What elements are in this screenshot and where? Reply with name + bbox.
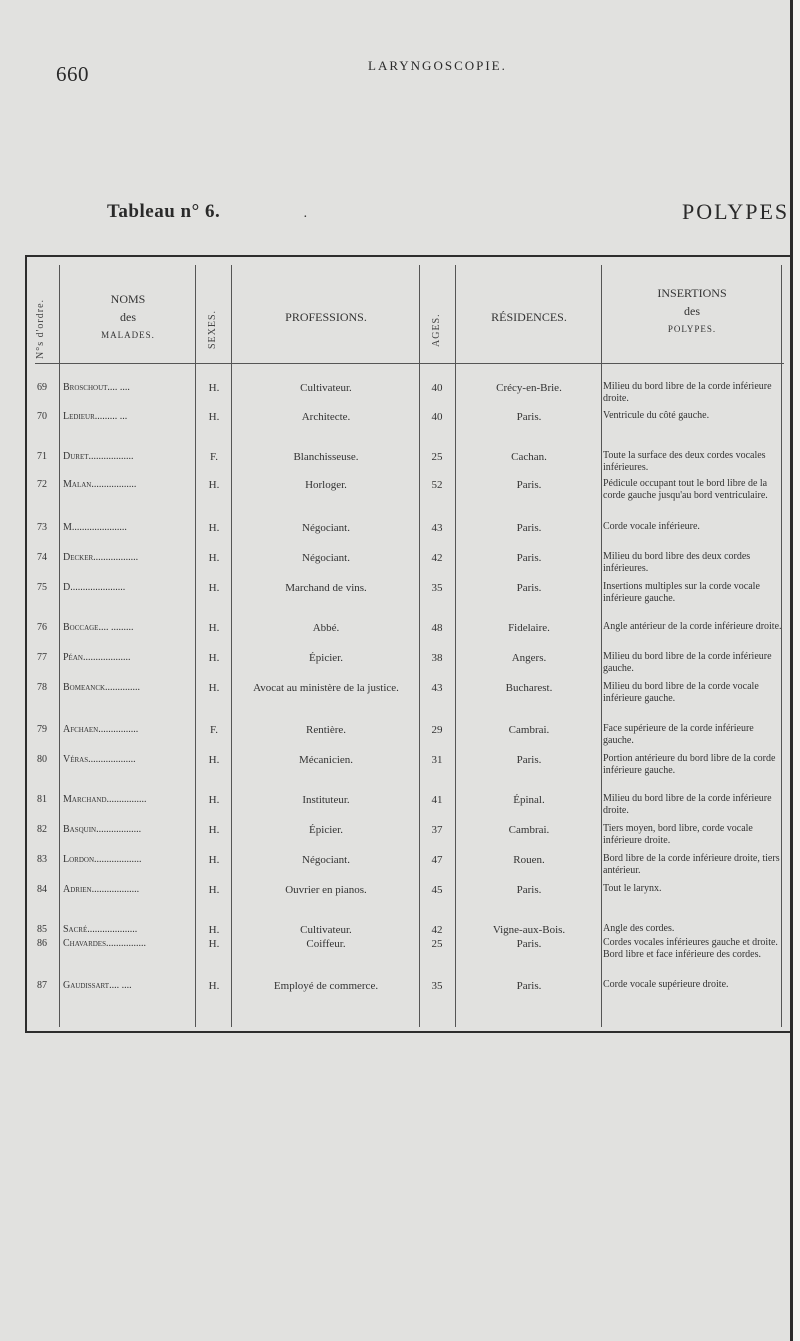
row-number: 77 [37, 652, 47, 663]
residence: Rouen. [513, 854, 545, 866]
sex: F. [210, 724, 218, 736]
column-divider [231, 265, 232, 1027]
profession: Coiffeur. [306, 938, 346, 950]
age: 45 [431, 884, 443, 896]
row-number: 74 [37, 552, 47, 563]
sex: H. [208, 794, 220, 806]
age: 35 [431, 980, 443, 992]
sex: H. [208, 980, 220, 992]
header-professions-text: PROFESSIONS. [285, 310, 367, 324]
profession: Blanchisseuse. [293, 451, 359, 463]
polyp-insertion: Pédicule occupant tout le bord libre de la corde gauche jusqu'au bord ventriculaire. [603, 478, 768, 501]
header-ages: AGES. [431, 313, 442, 347]
section-title: POLYPES [682, 199, 790, 224]
polyp-insertion: Portion antérieure du bord libre de la corde inférieure gauche. [603, 753, 776, 776]
polyp-insertion: Angle antérieur de la corde inférieure droite. [603, 621, 782, 632]
patient-name: Sacré.................... [63, 924, 138, 935]
age: 40 [431, 382, 443, 394]
residence: Paris. [516, 884, 542, 896]
profession: Négociant. [302, 552, 350, 564]
header-noms-line1: NOMS [110, 292, 146, 306]
sex: H. [208, 552, 220, 564]
patient-name: Lordon................... [63, 854, 142, 865]
residence: Paris. [516, 479, 542, 491]
residence: Paris. [516, 552, 542, 564]
header-insertions-line2: des [684, 304, 700, 318]
row-number: 70 [37, 411, 47, 422]
patient-name: Ledieur......... ... [63, 411, 128, 422]
row-number: 87 [37, 980, 47, 991]
residence: Épinal. [513, 794, 545, 806]
residence: Cambrai. [508, 724, 550, 736]
profession: Cultivateur. [300, 924, 352, 936]
row-number: 81 [37, 794, 47, 805]
profession: Avocat au ministère de la justice. [253, 682, 399, 694]
patient-name: D...................... [63, 582, 126, 593]
row-number: 73 [37, 522, 47, 533]
polyp-insertion: Tiers moyen, bord libre, corde vocale inférieure droite. [603, 823, 753, 846]
profession: Cultivateur. [300, 382, 352, 394]
profession: Épicier. [309, 824, 343, 836]
patient-name: Basquin.................. [63, 824, 142, 835]
polyp-insertion: Corde vocale supérieure droite. [603, 979, 729, 990]
row-number: 85 [37, 924, 47, 935]
profession: Rentière. [305, 724, 346, 736]
residence: Paris. [516, 411, 542, 423]
age: 43 [431, 682, 443, 694]
header-insertions-line1: INSERTIONS [657, 286, 727, 300]
residence: Paris. [516, 522, 542, 534]
profession: Négociant. [302, 522, 350, 534]
patient-name: Malan.................. [63, 479, 137, 490]
patient-name: M...................... [63, 522, 127, 533]
row-number: 69 [37, 382, 47, 393]
header-sexes: SEXES. [207, 309, 218, 349]
profession: Ouvrier en pianos. [285, 884, 367, 896]
profession: Négociant. [302, 854, 350, 866]
column-divider [419, 265, 420, 1027]
profession: Mécanicien. [298, 754, 354, 766]
header-noms-line2: des [120, 310, 136, 324]
polyp-insertion: Milieu du bord libre de la corde inférieure gauche. [603, 651, 772, 674]
page-gutter [790, 0, 800, 1341]
residence: Paris. [516, 582, 542, 594]
header-rule [35, 363, 784, 364]
profession: Épicier. [309, 652, 343, 664]
age: 47 [431, 854, 443, 866]
row-number: 79 [37, 724, 47, 735]
patient-name: Afchaen................ [63, 724, 139, 735]
profession: Marchand de vins. [285, 582, 367, 594]
header-order-number: N°s d'ordre. [35, 298, 46, 359]
age: 38 [431, 652, 443, 664]
age: 29 [431, 724, 443, 736]
column-divider [781, 265, 782, 1027]
polyp-insertion: Toute la surface des deux cordes vocales inférieures. [603, 450, 766, 473]
residence: Cambrai. [508, 824, 550, 836]
patient-name: Péan................... [63, 652, 131, 663]
residence: Paris. [516, 980, 542, 992]
stray-dot: · [303, 210, 308, 225]
residence: Paris. [516, 938, 542, 950]
polyp-insertion: Milieu du bord libre des deux cordes inférieures. [603, 551, 751, 574]
patient-name: Bomeanck.............. [63, 682, 141, 693]
header-residences-text: RÉSIDENCES. [491, 310, 567, 324]
sex: H. [208, 824, 220, 836]
sex: H. [208, 479, 220, 491]
polyp-insertion: Cordes vocales inférieures gauche et droite. Bord libre et face inférieure des cordes. [603, 937, 778, 960]
age: 42 [431, 552, 443, 564]
sex: H. [208, 924, 220, 936]
header-noms [61, 267, 195, 367]
header-noms-line3: MALADES. [101, 330, 155, 340]
row-number: 82 [37, 824, 47, 835]
age: 31 [431, 754, 443, 766]
column-divider [195, 265, 196, 1027]
residence: Crécy-en-Brie. [496, 382, 562, 394]
sex: H. [208, 854, 220, 866]
sex: H. [208, 652, 220, 664]
header-insertions-line3: POLYPES. [667, 324, 717, 334]
header-professions [233, 267, 419, 367]
row-number: 86 [37, 938, 47, 949]
column-divider [59, 265, 60, 1027]
polyp-insertion: Angle des cordes. [603, 923, 675, 934]
patient-name: Gaudissart.... .... [63, 980, 132, 991]
polyp-insertion: Bord libre de la corde inférieure droite, tiers antérieur. [603, 853, 780, 876]
polyp-insertion: Ventricule du côté gauche. [603, 410, 710, 421]
polyp-insertion: Tout le larynx. [603, 883, 662, 894]
header-insertions [603, 261, 781, 361]
age: 48 [431, 622, 443, 634]
residence: Fidelaire. [508, 622, 550, 634]
patient-name: Duret.................. [63, 451, 134, 462]
polyp-insertion: Milieu du bord libre de la corde inférieure droite. [603, 793, 772, 816]
table-label: Tableau n° 6. [107, 201, 221, 222]
row-number: 78 [37, 682, 47, 693]
sex: F. [210, 451, 218, 463]
row-number: 72 [37, 479, 47, 490]
sex: H. [208, 682, 220, 694]
polyp-insertion: Corde vocale inférieure. [603, 521, 700, 532]
patient-name: Marchand................ [63, 794, 147, 805]
page-number: 660 [56, 62, 89, 86]
age: 35 [431, 582, 443, 594]
profession: Instituteur. [302, 794, 350, 806]
patient-name: Chavardes................ [63, 938, 146, 949]
sex: H. [208, 938, 220, 950]
profession: Employé de commerce. [273, 980, 379, 992]
age: 42 [431, 924, 443, 936]
sex: H. [208, 622, 220, 634]
age: 41 [431, 794, 443, 806]
row-number: 76 [37, 622, 47, 633]
age: 25 [431, 938, 443, 950]
profession: Architecte. [301, 411, 351, 423]
sex: H. [208, 411, 220, 423]
age: 25 [431, 451, 443, 463]
sex: H. [208, 754, 220, 766]
row-number: 83 [37, 854, 47, 865]
polyp-insertion: Milieu du bord libre de la corde inférieure droite. [603, 381, 772, 404]
row-number: 80 [37, 754, 47, 765]
patient-name: Broschout.... .... [63, 382, 130, 393]
patient-name: Véras................... [63, 754, 136, 765]
column-divider [455, 265, 456, 1027]
polyp-insertion: Insertions multiples sur la corde vocale inférieure gauche. [603, 581, 760, 604]
age: 37 [431, 824, 443, 836]
polyp-insertion: Face supérieure de la corde inférieure gauche. [603, 723, 754, 746]
sex: H. [208, 884, 220, 896]
sex: H. [208, 382, 220, 394]
profession: Abbé. [312, 622, 340, 634]
patient-name: Decker.................. [63, 552, 139, 563]
column-divider [601, 265, 602, 1027]
row-number: 84 [37, 884, 47, 895]
patient-name: Adrien................... [63, 884, 140, 895]
residence: Angers. [511, 652, 547, 664]
polyp-insertion: Milieu du bord libre de la corde vocale inférieure gauche. [603, 681, 759, 704]
row-number: 75 [37, 582, 47, 593]
residence: Cachan. [511, 451, 547, 463]
polyp-table [25, 255, 790, 1033]
sex: H. [208, 522, 220, 534]
age: 40 [431, 411, 443, 423]
header-residences [457, 267, 601, 367]
age: 43 [431, 522, 443, 534]
age: 52 [431, 479, 443, 491]
row-number: 71 [37, 451, 47, 462]
sex: H. [208, 582, 220, 594]
patient-name: Boccage.... ......... [63, 622, 134, 633]
residence: Vigne-aux-Bois. [492, 924, 566, 936]
running-title: LARYNGOSCOPIE. [368, 58, 507, 73]
residence: Paris. [516, 754, 542, 766]
residence: Bucharest. [505, 682, 553, 694]
profession: Horloger. [305, 479, 347, 491]
